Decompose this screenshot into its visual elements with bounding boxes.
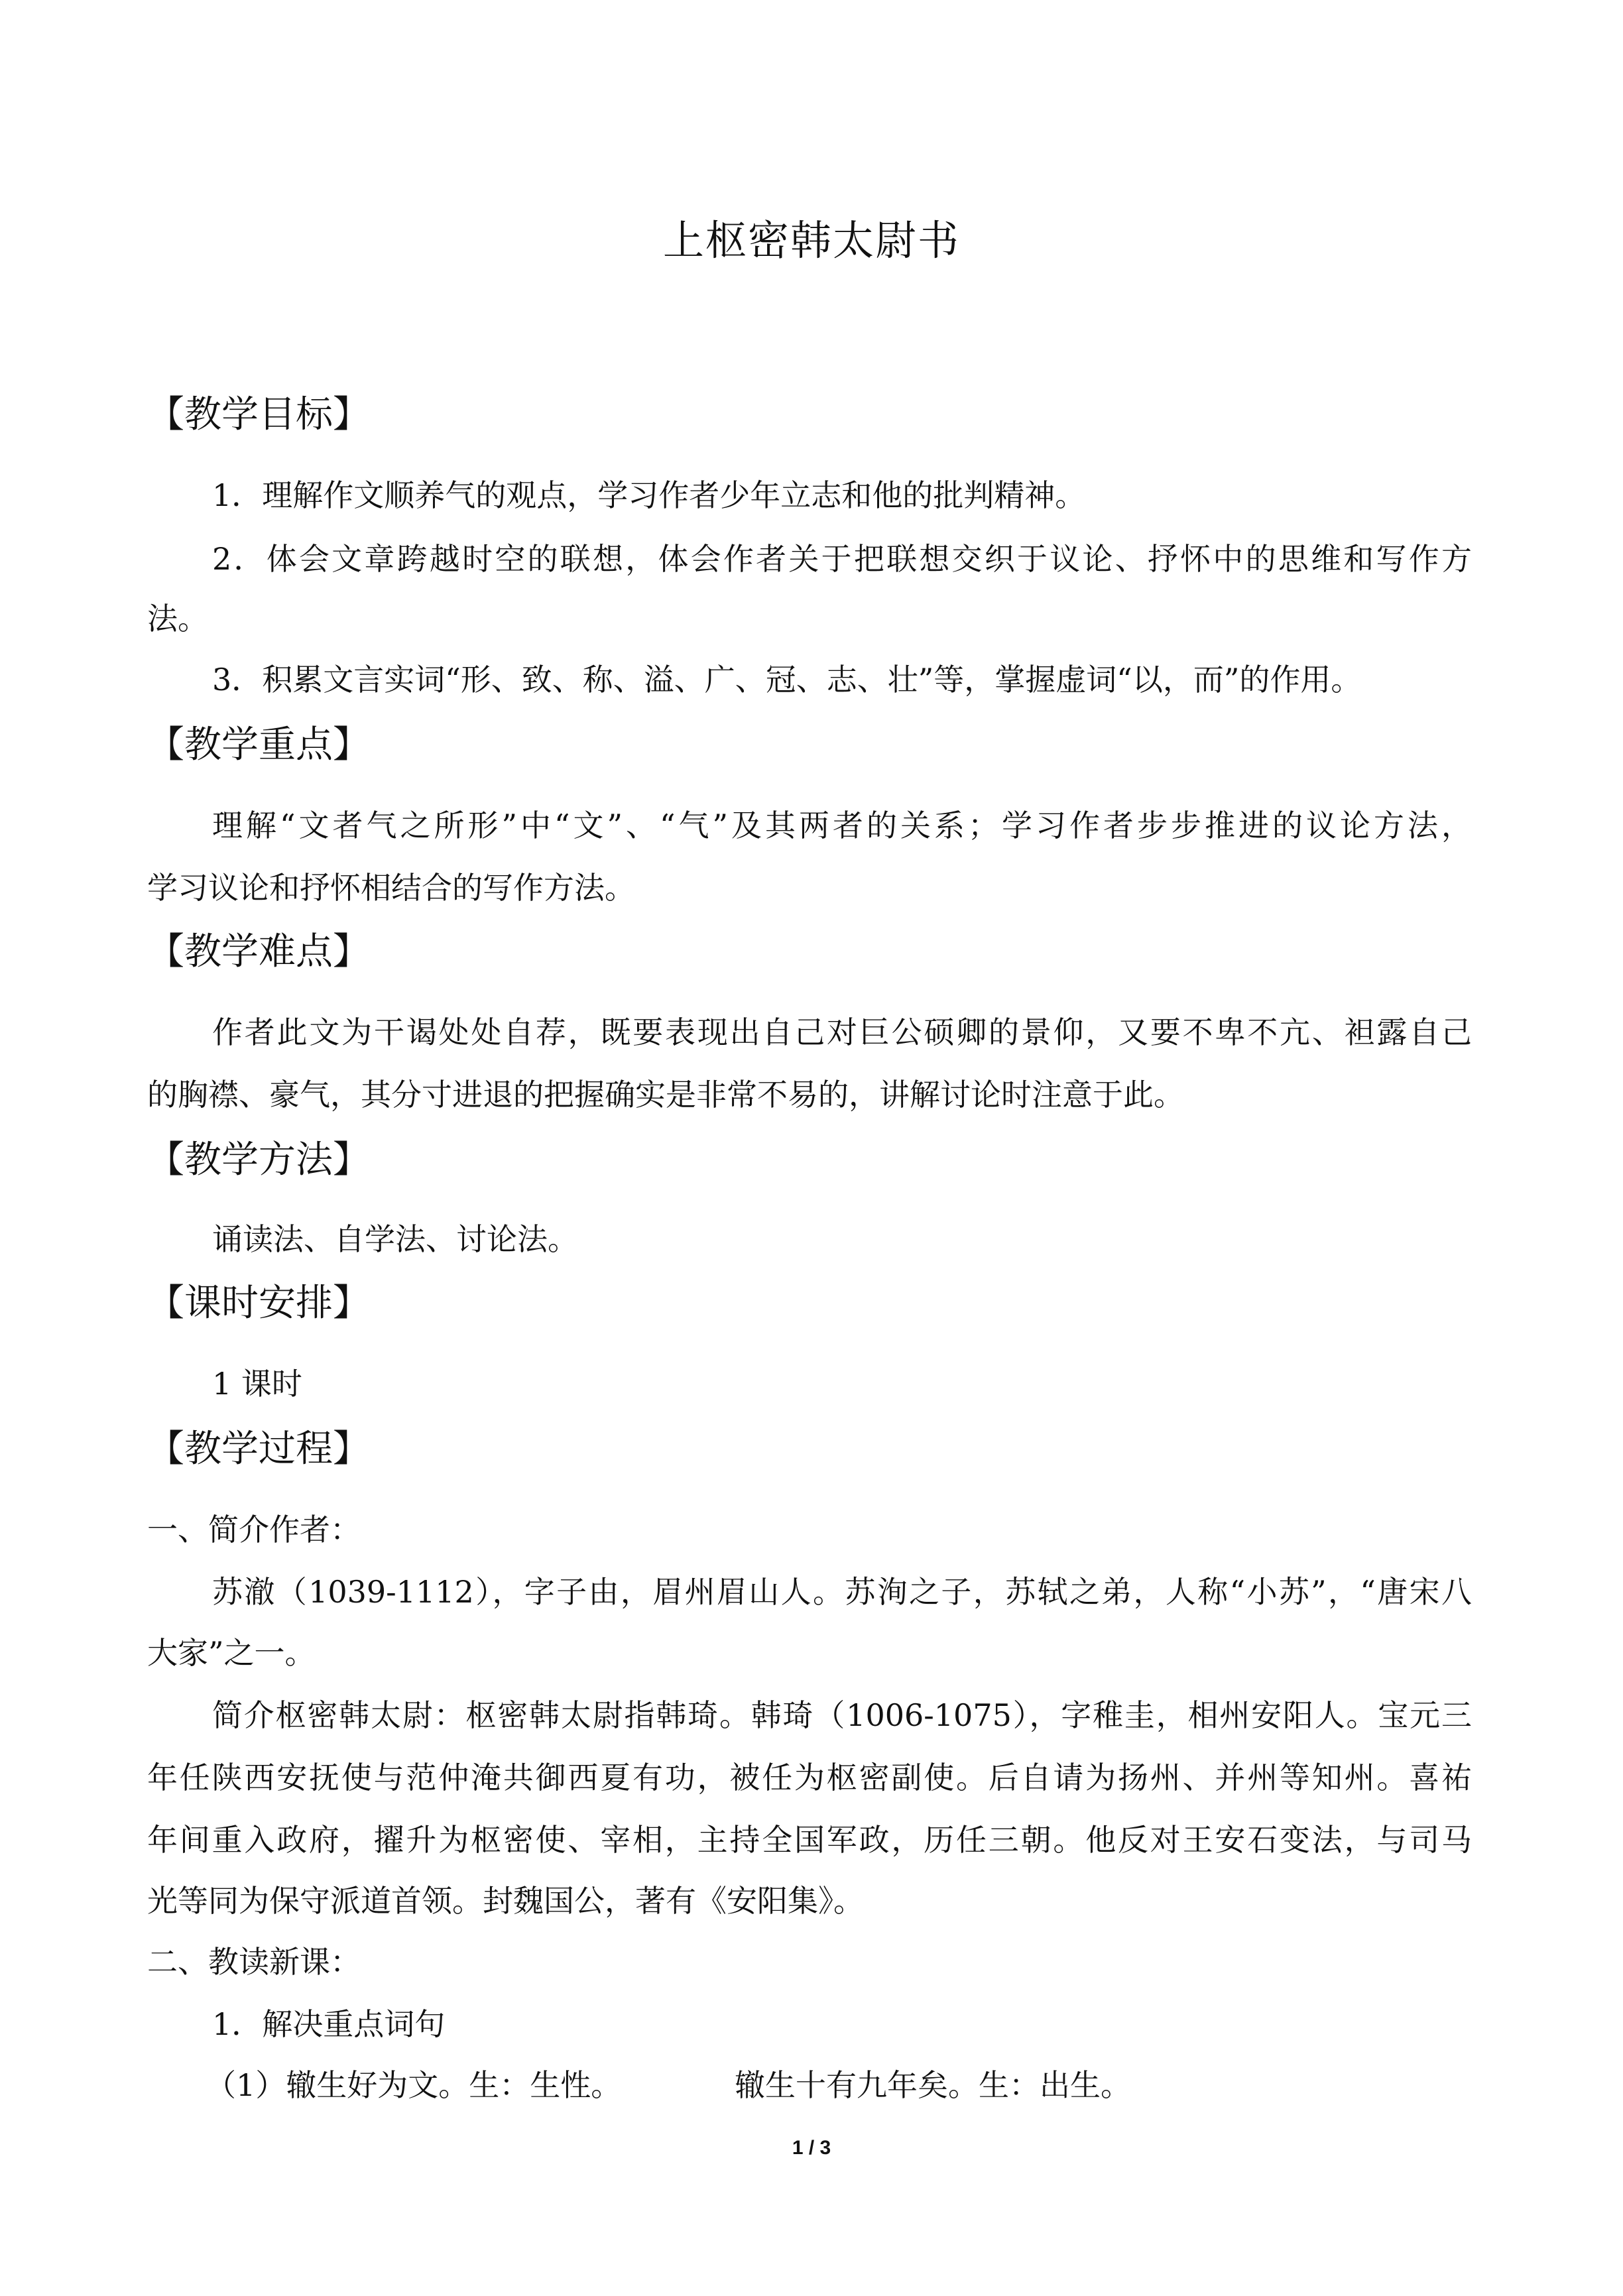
sub-1-heading: 1．解决重点词句 (212, 2006, 446, 2042)
difficulties-heading: 【教学难点】 (147, 930, 370, 973)
difficulties-line-1: 作者此文为干谒处处自荐，既要表现出自己对巨公硕卿的景仰，又要不卑不亢、袒露自己 (212, 1014, 1472, 1050)
author-intro-line-2: 大家”之一。 (147, 1635, 316, 1671)
page-number: 1 / 3 (792, 2137, 831, 2159)
document-title: 上枢密韩太尉书 (662, 216, 960, 265)
key-points-line-2: 学习议论和抒怀相结合的写作方法。 (147, 870, 635, 906)
methods-heading: 【教学方法】 (147, 1138, 370, 1181)
objective-item-1: 1．理解作文顺养气的观点，学习作者少年立志和他的批判精神。 (212, 477, 1086, 513)
difficulties-line-2: 的胸襟、豪气，其分寸进退的把握确实是非常不易的，讲解讨论时注意于此。 (147, 1077, 1184, 1113)
objectives-heading: 【教学目标】 (147, 393, 370, 436)
objective-item-2-line-1: 2．体会文章跨越时空的联想，体会作者关于把联想交织于议论、抒怀中的思维和写作方 (212, 541, 1472, 577)
hanqi-intro-line-4: 光等同为保守派道首领。封魏国公，著有《安阳集》。 (147, 1883, 864, 1919)
author-intro-line-1: 苏澈（1039-1112），字子由，眉州眉山人。苏洵之子，苏轼之弟，人称“小苏”，“唐宋八 (212, 1574, 1472, 1610)
key-points-line-1: 理解“文者气之所形”中“文”、“气”及其两者的关系；学习作者步步推进的议论方法， (212, 808, 1472, 843)
process-heading: 【教学过程】 (147, 1427, 370, 1471)
objective-item-3: 3．积累文言实词“形、致、称、溢、广、冠、志、壮”等，掌握虚词“以，而”的作用。 (212, 662, 1362, 697)
methods-text: 诵读法、自学法、讨论法。 (212, 1221, 578, 1257)
objective-item-2-line-2: 法。 (147, 601, 208, 636)
hanqi-intro-line-2: 年任陕西安抚使与范仲淹共御西夏有功，被任为枢密副使。后自请为扬州、并州等知州。喜祐 (147, 1760, 1472, 1795)
key-points-heading: 【教学重点】 (147, 723, 370, 766)
part-2-heading: 二、教读新课： (147, 1944, 361, 1980)
example-1a: （1）辙生好为文。生：生性。 (206, 2067, 622, 2103)
schedule-heading: 【课时安排】 (147, 1282, 370, 1325)
example-1b: 辙生十有九年矣。生：出生。 (735, 2067, 1131, 2103)
hanqi-intro-line-1: 简介枢密韩太尉：枢密韩太尉指韩琦。韩琦（1006-1075），字稚圭，相州安阳人。宝元三 (212, 1697, 1472, 1733)
schedule-text: 1 课时 (212, 1366, 302, 1402)
hanqi-intro-line-3: 年间重入政府，擢升为枢密使、宰相，主持全国军政，历任三朝。他反对王安石变法，与司马 (147, 1822, 1472, 1858)
part-1-heading: 一、简介作者： (147, 1512, 361, 1547)
